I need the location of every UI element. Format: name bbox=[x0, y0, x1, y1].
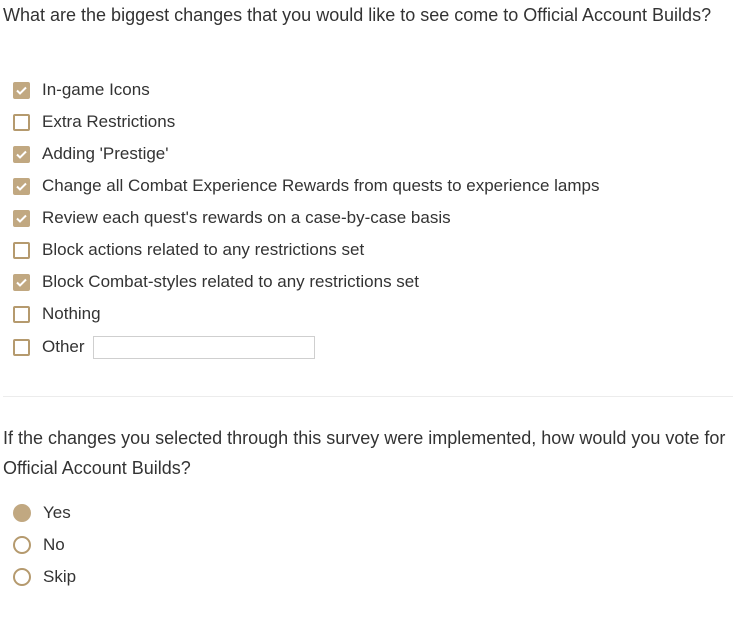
option-label: Nothing bbox=[42, 304, 101, 323]
checkmark-icon bbox=[16, 86, 27, 95]
checkbox[interactable] bbox=[13, 178, 30, 195]
option-review-quest-rewards[interactable] bbox=[13, 207, 451, 229]
checkmark-icon bbox=[16, 150, 27, 159]
option-no[interactable] bbox=[13, 534, 65, 556]
question-1-title: What are the biggest changes that you would like to see come to Official Account Builds? bbox=[3, 5, 712, 25]
checkbox[interactable] bbox=[13, 274, 30, 291]
option-label: No bbox=[43, 535, 65, 554]
option-block-actions[interactable] bbox=[13, 239, 364, 261]
checkbox[interactable] bbox=[13, 82, 30, 99]
question-2-title: If the changes you selected through this survey were implemented, how would you vote for Official Account Builds? bbox=[3, 428, 726, 478]
checkbox[interactable] bbox=[13, 306, 30, 323]
option-label: Change all Combat Experience Rewards from quests to experience lamps bbox=[42, 176, 600, 195]
checkbox[interactable] bbox=[13, 114, 30, 131]
option-extra-restrictions[interactable] bbox=[13, 111, 175, 133]
section-divider bbox=[3, 396, 733, 397]
option-other[interactable] bbox=[13, 336, 315, 358]
checkmark-icon bbox=[16, 278, 27, 287]
checkmark-icon bbox=[16, 214, 27, 223]
option-label: Review each quest's rewards on a case-by-case basis bbox=[42, 208, 451, 227]
radio-button[interactable] bbox=[13, 568, 31, 586]
other-text-input[interactable] bbox=[93, 336, 315, 359]
option-label: Adding 'Prestige' bbox=[42, 144, 169, 163]
checkmark-icon bbox=[16, 182, 27, 191]
option-label: Block Combat-styles related to any restrictions set bbox=[42, 272, 419, 291]
option-label: Other bbox=[42, 337, 85, 356]
option-adding-prestige[interactable] bbox=[13, 143, 169, 165]
checkbox[interactable] bbox=[13, 210, 30, 227]
option-label: In-game Icons bbox=[42, 80, 150, 99]
option-label: Skip bbox=[43, 567, 77, 586]
radio-button[interactable] bbox=[13, 504, 31, 522]
option-skip[interactable] bbox=[13, 566, 76, 588]
option-yes[interactable] bbox=[13, 502, 71, 524]
option-label: Extra Restrictions bbox=[42, 112, 176, 131]
option-block-combat-styles[interactable] bbox=[13, 271, 419, 293]
option-in-game-icons[interactable] bbox=[13, 79, 150, 101]
radio-button[interactable] bbox=[13, 536, 31, 554]
checkbox[interactable] bbox=[13, 242, 30, 259]
option-nothing[interactable] bbox=[13, 303, 101, 325]
checkbox[interactable] bbox=[13, 146, 30, 163]
option-change-combat-xp[interactable] bbox=[13, 175, 600, 197]
option-label: Yes bbox=[43, 503, 71, 522]
checkbox[interactable] bbox=[13, 339, 30, 356]
option-label: Block actions related to any restrictions set bbox=[42, 240, 365, 259]
